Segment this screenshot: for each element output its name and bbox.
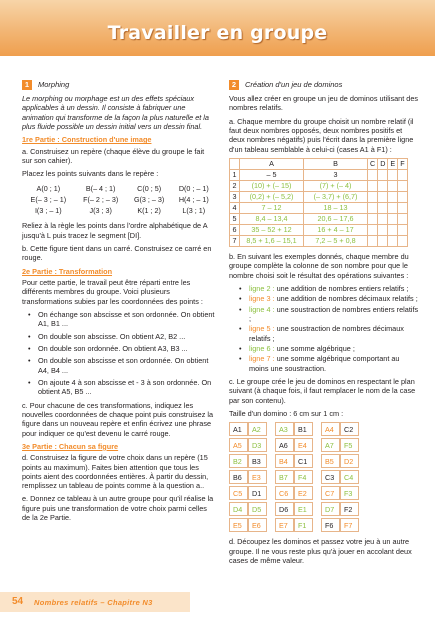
line-rule-label: ligne 7 : [249,354,275,364]
domino-cell: F2 [340,502,359,516]
dominos-row [230,235,408,246]
domino-spacer [267,422,275,436]
point-cell: A(0 ; 1) [36,183,61,193]
transformation-item: • On ajoute 4 à son abscisse et - 3 à son ordonnée. On obtient A5, B5 ... [28,378,216,397]
line-rule-item [239,294,419,303]
line-rule-label: ligne 2 : [249,283,275,293]
domino-cell: B7 [275,470,294,484]
line-rule-label: ligne 5 : [249,324,275,334]
dominos-header-cell: A [240,158,304,169]
point-cell: B(– 4 ; 1) [85,183,116,193]
domino-cell: B6 [229,470,248,484]
right-column [229,80,419,569]
question-c-dominos: c. Le groupe crée le jeu de dominos en respectant le plan suivant (à chaque fois, il faut remplacer le nom de la case par son contenu). [229,376,416,405]
domino-cell: A3 [275,422,294,436]
dominos-cell [378,224,388,235]
dominos-cell: 8,5 + 1,6 – 15,1 [240,235,304,246]
domino-cell: A1 [229,422,248,436]
question-a-dominos: a. Chaque membre du groupe choisit un nombre relatif (il faut deux nombres opposés, deux nombres positifs et deux nombres négatifs) puis l'écrit dans la première ligne d'un tableau semblable à celui-ci (cases A1 à F1) : [229,116,414,154]
question-b-dominos: b. En suivant les exemples donnés, chaque membre du groupe complète la colonne de son nombre pour que le nombre choisi soit le résultat des opérations suivantes : [229,251,409,280]
dominos-header-cell: D [378,158,388,169]
dominos-header-cell [230,158,240,169]
dominos-row [230,191,408,202]
section-1-header [22,80,216,90]
dominos-cell: 20,6 – 17,6 [304,213,368,224]
domino-cell: E4 [294,438,313,452]
line-rule-text: une addition de nombres décimaux relatifs ; [274,294,418,304]
line-rule-item [239,344,419,353]
line-rule-label: ligne 3 : [249,294,275,304]
question-e: e. Donnez ce tableau à un autre groupe pour qu'il réalise la figure puis une transformation de votre choix parmi celles de la 2e Partie. [22,494,214,523]
section-2-number: 2 [229,80,239,90]
dominos-cell [398,235,407,246]
dominos-cell [368,224,378,235]
dominos-cell [368,180,378,191]
domino-cell: C1 [294,454,313,468]
domino-spacer [267,502,275,516]
dominos-cell: (10) + (– 15) [240,180,304,191]
dominos-cell: 35 – 52 + 12 [240,224,304,235]
domino-spacer [359,422,378,436]
domino-spacer [267,470,275,484]
dominos-cell: 1 [230,169,240,180]
line-rule-item [239,354,419,373]
transformation-item: • On échange son abscisse et son ordonnée. On obtient A1, B1 ... [28,310,216,329]
dominos-cell: 3 [304,169,368,180]
dominos-row [230,202,408,213]
transformation-item: • On double son abscisse et son ordonnée. On obtient A4, B4 ... [28,356,216,375]
domino-cell: D3 [248,438,267,452]
domino-cell: E7 [275,518,294,532]
domino-cell: C3 [321,470,340,484]
dominos-cell: 7,2 – 5 + 0,8 [304,235,368,246]
point-cell: L(3 ; 1) [182,206,206,216]
relier-text: Reliez à la règle les points dans l'ordre alphabétique de A jusqu'à L puis tracez le segment [DI]. [22,221,208,240]
domino-cell: F4 [294,470,313,484]
line-rule-text: une somme algébrique comportant au moins une soustraction. [249,354,400,373]
points-table [22,183,216,217]
dominos-cell [388,202,398,213]
dominos-cell [398,213,407,224]
dominos-header-row [230,158,408,169]
dominos-cell [388,169,398,180]
dominos-header-cell: E [388,158,398,169]
dominos-cell [388,235,398,246]
dominos-cell [368,169,378,180]
dominos-cell [378,213,388,224]
point-cell: J(3 ; 3) [89,206,112,216]
line-rule-item [239,324,419,343]
dominos-row [230,169,408,180]
domino-cell: A4 [321,422,340,436]
transformations-list [28,310,216,397]
domino-cell: A6 [275,438,294,452]
domino-cell: B1 [294,422,313,436]
dominos-cell: 2 [230,180,240,191]
domino-cell: B3 [248,454,267,468]
dominos-cell: 6 [230,224,240,235]
dominos-cell [378,191,388,202]
domino-cell: D7 [321,502,340,516]
point-cell: G(3 ; – 3) [133,194,165,204]
dominos-cell: 3 [230,191,240,202]
line-rule-label: ligne 6 : [249,343,275,353]
domino-cell: C2 [340,422,359,436]
domino-plan-grid [229,422,419,532]
domino-cell: E5 [229,518,248,532]
dominos-row [230,213,408,224]
points-row [22,183,216,194]
domino-cell: B4 [275,454,294,468]
question-c: c. Pour chacune de ces transformations, indiquez les nouvelles coordonnées de chaque point puis construisez la figure dans un nouveau repère et enfin écrivez une phrase pour indiquer ce qu'est devenu le carré rouge. [22,400,214,438]
part-2-heading: 2e Partie : Transformation [22,266,113,276]
dominos-cell [378,202,388,213]
line-rule-item [239,305,419,324]
domino-spacer [359,454,378,468]
dominos-cell [378,169,388,180]
dominos-cell: 7 – 12 [240,202,304,213]
dominos-cell: (7) + (– 4) [304,180,368,191]
domino-spacer [313,502,321,516]
page-title: Travailler en groupe [107,22,328,44]
domino-cell: F6 [321,518,340,532]
dominos-cell [378,180,388,191]
dominos-header-cell: F [398,158,407,169]
domino-cell: D5 [248,502,267,516]
question-d-dominos: d. Découpez les dominos et passez votre jeu à un autre groupe. Il ne vous reste plus qu'à jouer en accolant deux cases de même valeur. [229,537,412,565]
line-rule-text: une soustraction de nombres décimaux relatifs ; [249,324,404,343]
dominos-intro: Vous allez créer en groupe un jeu de dominos utilisant des nombres relatifs. [229,94,419,113]
domino-spacer [359,438,378,452]
part-2-text: Pour cette partie, le travail peut être réparti entre les différents membres du groupe. Voici plusieurs transformations subies par les coordonnées des points : [22,277,203,306]
dominos-row [230,224,408,235]
line-rule-text: une somme algébrique ; [274,343,355,353]
domino-cell: E3 [248,470,267,484]
dominos-cell [368,213,378,224]
dominos-cell [368,191,378,202]
domino-spacer [313,422,321,436]
question-b: b. Cette figure tient dans un carré. Construisez ce carré en rouge. [22,243,212,263]
dominos-cell: (– 3,7) + (6,7) [304,191,368,202]
dominos-cell: (0,2) + (– 5,2) [240,191,304,202]
dominos-cell [388,224,398,235]
domino-cell: E6 [248,518,267,532]
dominos-table [229,158,408,247]
domino-cell: F3 [340,486,359,500]
point-cell: I(3 ; – 1) [34,206,62,216]
part-1-heading: 1re Partie : Construction d'une image [22,135,152,145]
dominos-cell: 4 [230,202,240,213]
domino-cell: A5 [229,438,248,452]
domino-cell: C4 [340,470,359,484]
domino-cell: B5 [321,454,340,468]
dominos-cell [398,191,407,202]
point-cell: K(1 ; 2) [137,206,161,216]
domino-cell: C5 [229,486,248,500]
point-cell: H(4 ; – 1) [178,194,209,204]
domino-spacer [313,438,321,452]
domino-spacer [313,454,321,468]
dominos-cell [388,191,398,202]
dominos-cell: 16 + 4 – 17 [304,224,368,235]
dominos-cell [368,235,378,246]
domino-spacer [359,518,378,532]
domino-spacer [267,454,275,468]
dominos-cell [398,202,407,213]
domino-spacer [359,486,378,500]
section-1-title: Morphing [38,80,70,90]
domino-cell: B2 [229,454,248,468]
part-3-heading: 3e Partie : Chacun sa figure [22,441,119,451]
domino-spacer [359,470,378,484]
domino-spacer [267,518,275,532]
page-number: 54 [12,596,24,607]
line-rule-text: une addition de nombres entiers relatifs ; [274,283,409,293]
dominos-cell [368,202,378,213]
domino-cell: A7 [321,438,340,452]
section-2-header [229,80,419,90]
point-cell: F(– 2 ; – 3) [83,194,119,204]
dominos-header-cell: B [304,158,368,169]
domino-cell: A2 [248,422,267,436]
domino-spacer [359,502,378,516]
section-1-number: 1 [22,80,32,90]
domino-spacer [267,438,275,452]
dominos-row [230,180,408,191]
domino-cell: F5 [340,438,359,452]
dominos-cell: 7 [230,235,240,246]
dominos-cell: 18 – 13 [304,202,368,213]
line-rule-text: une soustraction de nombres entiers relatifs ; [249,304,419,323]
domino-size-text: Taille d'un domino : 6 cm sur 1 cm : [229,408,344,418]
dominos-cell: 5 [230,213,240,224]
domino-cell: E2 [294,486,313,500]
line-rules-list [239,284,419,373]
left-column [22,80,216,526]
domino-spacer [313,470,321,484]
domino-cell: D1 [248,486,267,500]
dominos-cell: 8,4 – 13,4 [240,213,304,224]
chapter-label: Nombres relatifs – Chapitre N3 [34,598,153,607]
domino-spacer [313,518,321,532]
transformation-item: • On double son abscisse. On obtient A2, B2 ... [28,332,216,341]
dominos-cell [388,213,398,224]
point-cell: E(– 3 ; – 1) [30,194,67,204]
domino-cell: C7 [321,486,340,500]
dominos-cell [398,169,407,180]
place-points-text: Placez les points suivants dans le repère : [22,169,159,179]
domino-spacer [313,486,321,500]
point-cell: C(0 ; 5) [137,183,162,193]
morphing-intro: Le morphing ou morphage est un des effets spéciaux applicables à un dessin. Il consiste à fabriquer une animation qui transforme de la façon la plus naturelle et la plus fluide possible un dessin initial vers un dessin final. [22,94,209,131]
question-d: d. Construisez la figure de votre choix dans un repère (15 points au maximum). Faites bien attention que tous les points aient des coordonnées entières. À partir du dessin, remplissez un tableau de points comme à la question a.. [22,453,209,491]
domino-cell: F1 [294,518,313,532]
points-row [22,205,216,216]
dominos-cell [398,224,407,235]
domino-cell: D6 [275,502,294,516]
dominos-header-cell: C [368,158,378,169]
domino-cell: D4 [229,502,248,516]
line-rule-label: ligne 4 : [249,304,275,314]
domino-cell: E1 [294,502,313,516]
dominos-cell [388,180,398,191]
transformation-item: • On double son ordonnée. On obtient A3, B3 ... [28,344,216,353]
domino-cell: F7 [340,518,359,532]
domino-cell: C6 [275,486,294,500]
point-cell: D(0 ; – 1) [178,183,209,193]
domino-spacer [267,486,275,500]
dominos-cell [378,235,388,246]
page-banner [0,0,435,56]
dominos-cell: – 5 [240,169,304,180]
dominos-cell [398,180,407,191]
domino-cell: D2 [340,454,359,468]
line-rule-item [239,284,419,293]
section-2-title: Création d'un jeu de dominos [245,80,343,90]
question-a: a. Construisez un repère (chaque élève du groupe le fait sur son cahier). [22,146,205,165]
points-row [22,194,216,205]
